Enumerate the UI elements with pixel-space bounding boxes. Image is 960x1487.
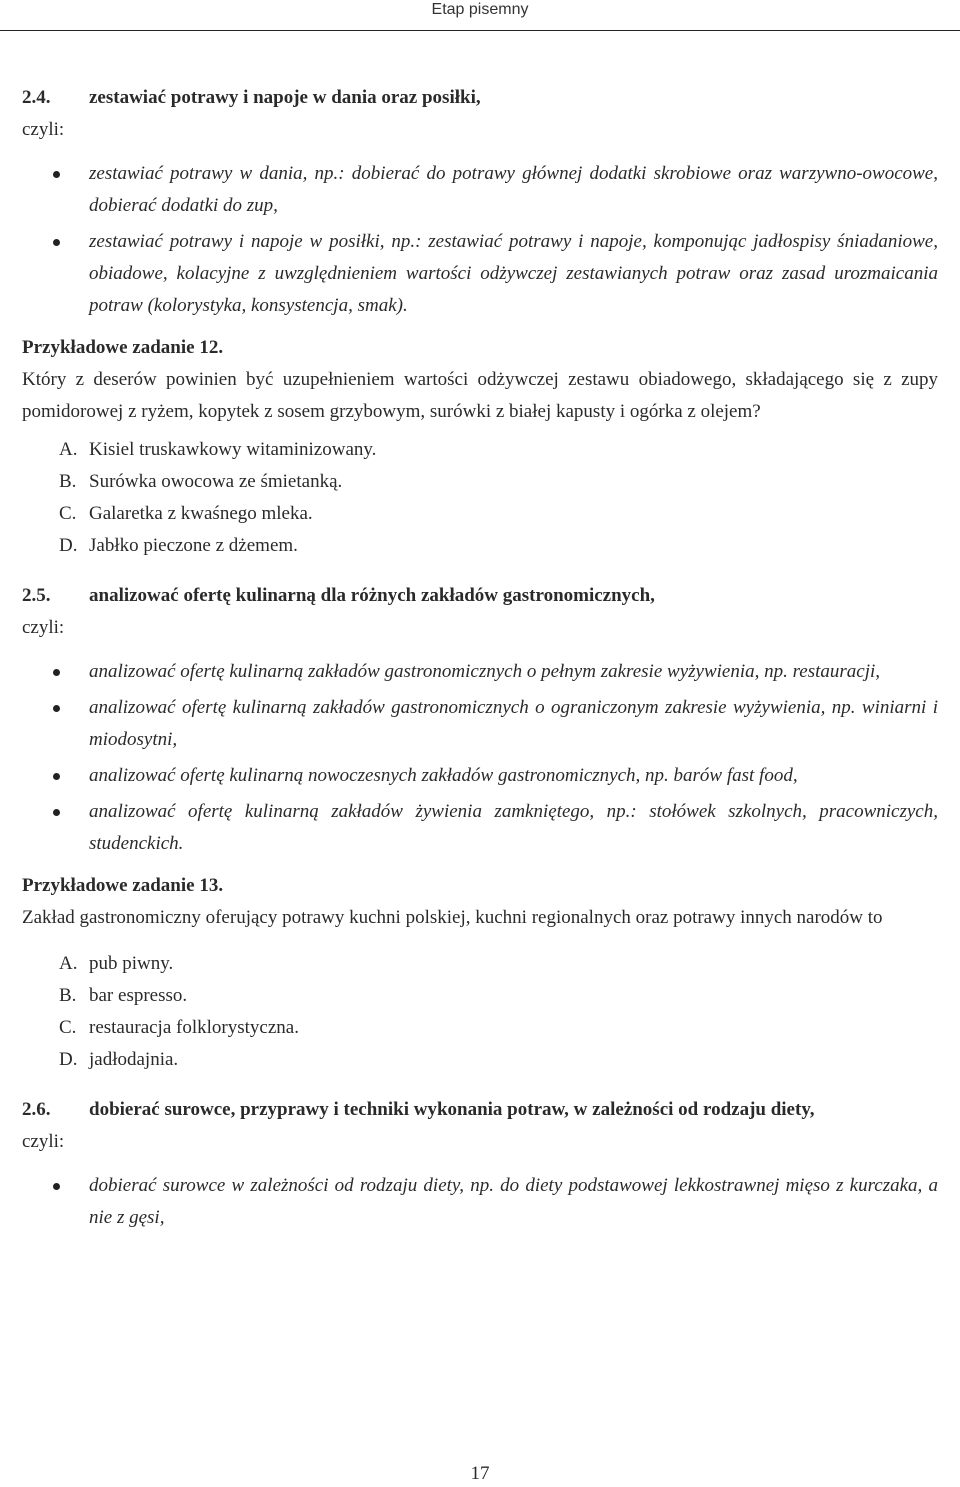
answer-letter: D. (59, 535, 78, 556)
task-title: Przykładowe zadanie 12. (22, 337, 224, 358)
answer-text: restauracja folklorystyczna. (89, 1017, 299, 1038)
running-header: Etap pisemny (431, 1, 529, 18)
answer-text: Kisiel truskawkowy witaminizowany. (89, 439, 377, 460)
list-item: analizować ofertę kulinarną nowoczesnych zakładów gastronomicznych, np. barów fast food, (22, 760, 938, 792)
czyli-label: czyli: (22, 1131, 65, 1152)
answer-option (22, 1044, 938, 1076)
answer-letter: D. (59, 1049, 78, 1070)
bullet-list (22, 158, 938, 322)
answer-letter: C. (59, 503, 77, 524)
bullet-icon (53, 171, 60, 178)
section-number: 2.6. (22, 1099, 51, 1120)
page-content (22, 82, 938, 1238)
answer-text: Surówka owocowa ze śmietanką. (89, 471, 343, 492)
task-title: Przykładowe zadanie 13. (22, 875, 224, 896)
answer-text: Jabłko pieczone z dżemem. (89, 535, 298, 556)
czyli-label: czyli: (22, 119, 65, 140)
list-item: zestawiać potrawy w dania, np.: dobierać do potrawy głównej dodatki skrobiowe oraz warzywno-owocowe, dobierać dodatki do zup, (22, 158, 938, 222)
section-title: analizować ofertę kulinarną dla różnych zakładów gastronomicznych, (89, 585, 655, 606)
page-number: 17 (470, 1463, 490, 1484)
answer-text: pub piwny. (89, 953, 174, 974)
answer-option (22, 498, 938, 530)
bullet-icon (53, 809, 60, 816)
answer-text: jadłodajnia. (89, 1049, 179, 1070)
list-item: analizować ofertę kulinarną zakładów żywienia zamkniętego, np.: stołówek szkolnych, pracowniczych, studenckich. (22, 796, 938, 860)
answer-option (22, 948, 938, 980)
answer-list (22, 434, 938, 562)
section-number: 2.5. (22, 585, 51, 606)
header-divider (0, 30, 960, 31)
czyli-label: czyli: (22, 617, 65, 638)
answer-text: bar espresso. (89, 985, 188, 1006)
answer-letter: C. (59, 1017, 77, 1038)
answer-letter: A. (59, 439, 78, 460)
section-number: 2.4. (22, 87, 51, 108)
answer-letter: B. (59, 985, 77, 1006)
answer-letter: B. (59, 471, 77, 492)
answer-option (22, 1012, 938, 1044)
section-heading (22, 1094, 938, 1126)
bullet-icon (53, 239, 60, 246)
bullet-icon (53, 669, 60, 676)
answer-text: Galaretka z kwaśnego mleka. (89, 503, 313, 524)
answer-option (22, 530, 938, 562)
task-question: Zakład gastronomiczny oferujący potrawy kuchni polskiej, kuchni regionalnych oraz potrawy innych narodów to (22, 907, 883, 928)
answer-option (22, 980, 938, 1012)
answer-option (22, 466, 938, 498)
answer-option (22, 434, 938, 466)
section-heading (22, 580, 938, 612)
list-item: zestawiać potrawy i napoje w posiłki, np.: zestawiać potrawy i napoje, komponując jadłospisy śniadaniowe, obiadowe, kolacyjne z uwzględnieniem wartości odżywczej zestawianych potraw oraz zasad urozmaicania potraw (kolorystyka, konsystencja, smak). (22, 226, 938, 322)
bullet-list (22, 1170, 938, 1234)
bullet-list (22, 656, 938, 860)
task-question: Który z deserów powinien być uzupełnieniem wartości odżywczej zestawu obiadowego, składającego się z zupy pomidorowej z ryżem, kopytek z sosem grzybowym, surówki z białej kapusty i ogórka z olejem? (22, 369, 938, 422)
answer-letter: A. (59, 953, 78, 974)
bullet-icon (53, 1183, 60, 1190)
list-item: dobierać surowce w zależności od rodzaju diety, np. do diety podstawowej lekkostrawnej mięso z kurczaka, a nie z gęsi, (22, 1170, 938, 1234)
list-item: analizować ofertę kulinarną zakładów gastronomicznych o pełnym zakresie wyżywienia, np. restauracji, (22, 656, 938, 688)
bullet-icon (53, 773, 60, 780)
answer-list (22, 948, 938, 1076)
section-heading (22, 82, 938, 114)
section-title: zestawiać potrawy i napoje w dania oraz posiłki, (89, 87, 481, 108)
list-item: analizować ofertę kulinarną zakładów gastronomicznych o ograniczonym zakresie wyżywienia, np. winiarni i miodosytni, (22, 692, 938, 756)
section-title: dobierać surowce, przyprawy i techniki wykonania potraw, w zależności od rodzaju diety, (89, 1099, 815, 1120)
bullet-icon (53, 705, 60, 712)
